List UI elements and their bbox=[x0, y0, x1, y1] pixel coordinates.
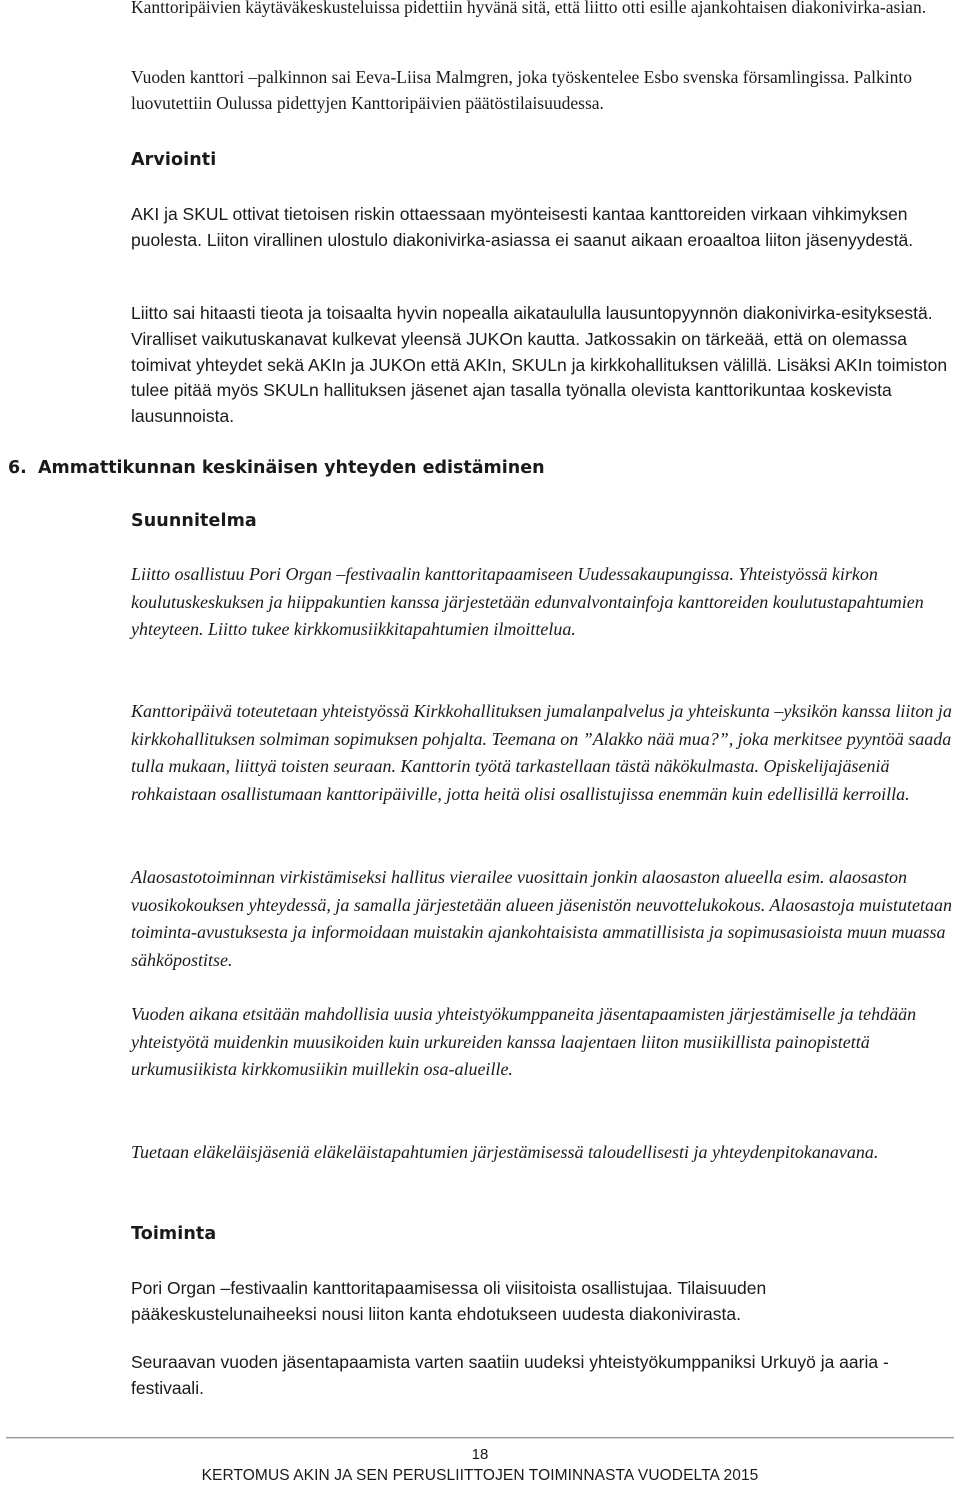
arviointi-heading: Arviointi bbox=[131, 150, 217, 170]
arviointi-paragraph-2: Liitto sai hitaasti tieota ja toisaalta hyvin nopealla aikataululla lausuntopyynnön diakonivirka-esityksestä. Viralliset vaikutuskanavat kulkevat yleensä JUKOn kautta. Jatkossakin on tärkeää, että on olemassa toimivat yhteydet sekä AKIn ja JUKOn että AKIn, SKULn ja kirkkohallituksen välillä. Lisäksi AKIn toimiston tulee pitää myös SKULn hallituksen jäsenet ajan tasalla työnalla olevista kanttorikuntaa koskevista lausunnoista. bbox=[131, 303, 948, 427]
toiminta-heading: Toiminta bbox=[131, 1224, 217, 1244]
plan-paragraph-3: Alaosastotoiminnan virkistämiseksi hallitus vierailee vuosittain jonkin alaosaston alueella esim. alaosaston vuosikokouksen yhteydessä, ja samalla järjestetään alueen jäsenistön neuvottelukokous. Alaosastoja muistutetaan toiminta-avustuksesta ja informoidaan muistakin ajankohtaisista ammatillisista ja sopimusasioista muun muassa sähköpostitse. bbox=[131, 867, 953, 970]
section-6-heading bbox=[8, 456, 545, 481]
plan-paragraph-4: Vuoden aikana etsitään mahdollisia uusia yhteistyökumppaneita jäsentapaamisten järjestämiselle ja tehdään yhteistyötä muidenkin muusikoiden kuin urkureiden kanssa laajentaen liiton musiikillista painopistettä urkumusiikista kirkkomusiikin muillekin osa-alueille. bbox=[131, 1004, 917, 1080]
suunnitelma-heading: Suunnitelma bbox=[131, 511, 257, 531]
page-number: 18 bbox=[471, 1446, 489, 1463]
intro-paragraph-2: Vuoden kanttori –palkinnon sai Eeva-Liisa Malmgren, joka työskentelee Esbo svenska församlingissa. Palkinto luovutettiin Oulussa pidettyjen Kanttoripäivien päätöstilaisuudessa. bbox=[131, 67, 912, 113]
plan-paragraph-1: Liitto osallistuu Pori Organ –festivaalin kanttoritapaamiseen Uudessakaupungissa. Yhteistyössä kirkon koulutuskeskuksen ja hiippakuntien kanssa järjestetään edunvalvontainfoja kanttoreiden koulutustapahtumien yhteyteen. Liitto tukee kirkkomusiikkitapahtumien ilmoittelua. bbox=[131, 564, 924, 640]
plan-paragraph-2: Kanttoripäivä toteutetaan yhteistyössä Kirkkohallituksen jumalanpalvelus ja yhteiskunta –yksikön kanssa liiton ja kirkkohallituksen solmiman sopimuksen pohjalta. Teemana on ”Alakko nää mua?”, joka merkitsee pyyntöä saada tulla mukaan, liittyä toisten seuraan. Kanttorin työtä tarkastellaan tästä näkökulmasta. Opiskelijajäseniä rohkaistaan osallistumaan kanttoripäiville, jotta heitä olisi osallistujissa enemmän kuin edellisillä kerroilla. bbox=[131, 701, 952, 804]
footer-title: KERTOMUS AKIN JA SEN PERUSLIITTOJEN TOIMINNASTA VUODELTA 2015 bbox=[201, 1467, 759, 1484]
plan-paragraph-5: Tuetaan eläkeläisjäseniä eläkeläistapahtumien järjestämisessä taloudellisesti ja yhteydenpitokanavana. bbox=[131, 1142, 879, 1162]
arviointi-paragraph-1: AKI ja SKUL ottivat tietoisen riskin ottaessaan myönteisesti kantaa kanttoreiden virkaan vihkimyksen puolesta. Liiton virallinen ulostulo diakonivirka-asiassa ei saanut aikaan eroaaltoa liiton jäsenyydestä. bbox=[131, 204, 914, 250]
footer-divider bbox=[6, 1437, 954, 1438]
section-number: 6. bbox=[8, 458, 27, 478]
intro-paragraph-1: Kanttoripäivien käytäväkeskusteluissa pidettiin hyvänä sitä, että liitto otti esille ajankohtaisen diakonivirka-asian. bbox=[131, 0, 927, 17]
activity-paragraph-1: Pori Organ –festivaalin kanttoritapaamisessa oli viisitoista osallistujaa. Tilaisuuden pääkeskustelunaiheeksi nousi liiton kanta ehdotukseen uudesta diakonivirasta. bbox=[131, 1278, 767, 1324]
activity-paragraph-2: Seuraavan vuoden jäsentapaamista varten saatiin uudeksi yhteistyökumppaniksi Urkuyö ja aaria -festivaali. bbox=[131, 1352, 889, 1398]
section-title: Ammattikunnan keskinäisen yhteyden edistäminen bbox=[38, 458, 545, 478]
